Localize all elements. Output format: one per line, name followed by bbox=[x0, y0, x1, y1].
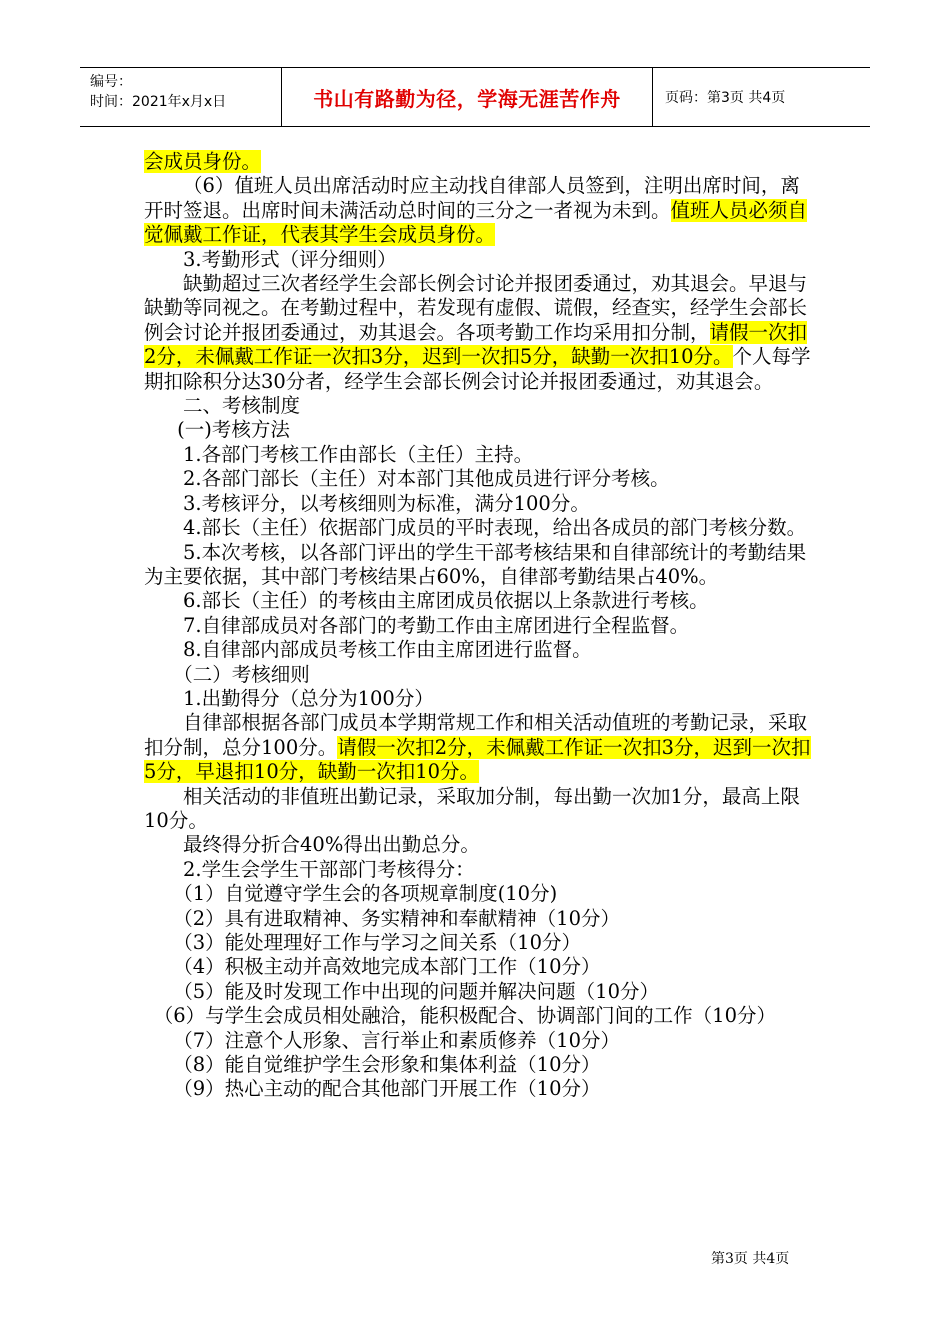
list-item: 2.学生会学生干部部门考核得分： bbox=[183, 857, 475, 881]
list-item: （9）热心主动的配合其他部门开展工作（10分） bbox=[173, 1077, 601, 1101]
list-item: 8.自律部内部成员考核工作由主席团进行监督。 bbox=[183, 638, 592, 662]
highlight: 请假一次扣2分，未佩戴工作证一次扣3分，迟到一次扣5分，缺勤一次扣10分。 bbox=[144, 320, 808, 369]
paragraph: 缺勤超过三次者经学生会部长例会讨论并报团委通过，劝其退会。早退与缺勤等同视之。在考勤过程中，若发现有虚假、谎假，经查实，经学生会部长例会讨论并报团委通过，劝其退会。各项考勤工作均采用扣分制，请假一次扣2分，未佩戴工作证一次扣3分，迟到一次扣5分，缺勤一次扣10分。个人每学期扣除积分达30分者，经学生会部长例会讨论并报团委通过，劝其退会。 bbox=[144, 272, 811, 393]
header-page-info: 页码：第3页 共4页 bbox=[665, 90, 786, 106]
list-item: （5）能及时发现工作中出现的问题并解决问题（10分） bbox=[173, 979, 659, 1003]
section-heading: 3.考勤形式（评分细则） bbox=[183, 247, 397, 271]
list-item: （3）能处理理好工作与学习之间关系（10分） bbox=[173, 931, 581, 954]
section-heading: 二、考核制度 bbox=[183, 394, 301, 418]
document-body bbox=[144, 150, 812, 1102]
highlight: 值班人员必须自觉佩戴工作证，代表其学生会成员身份。 bbox=[144, 198, 808, 247]
list-item: （1）自觉遵守学生会的各项规章制度(10分) bbox=[173, 882, 558, 906]
document-number: 编号： bbox=[90, 74, 132, 90]
list-item: 4.部长（主任）依据部门成员的平时表现，给出各成员的部门考核分数。 bbox=[183, 516, 807, 540]
page-header bbox=[80, 67, 870, 127]
list-item: 1.各部门考核工作由部长（主任）主持。 bbox=[183, 442, 534, 466]
list-item: 3.考核评分，以考核细则为标准，满分100分。 bbox=[183, 491, 590, 515]
list-item: （6）与学生会成员相处融洽，能积极配合、协调部门间的工作（10分） bbox=[153, 1004, 776, 1028]
list-item: （7）注意个人形象、言行举止和素质修养（10分） bbox=[173, 1028, 620, 1052]
list-item: （2）具有进取精神、务实精神和奉献精神（10分） bbox=[173, 906, 620, 930]
list-item: 5.本次考核，以各部门评出的学生干部考核结果和自律部统计的考勤结果为主要依据，其中部门考核结果占60%，自律部考勤结果占40%。 bbox=[144, 540, 807, 588]
list-item: 1.出勤得分（总分为100分） bbox=[183, 686, 434, 710]
section-heading: (一)考核方法 bbox=[177, 418, 290, 442]
highlight: 会成员身份。 bbox=[144, 150, 262, 173]
paragraph bbox=[144, 150, 812, 174]
section-heading: （二）考核细则 bbox=[173, 662, 310, 686]
list-item: 6.部长（主任）的考核由主席团成员依据以上条款进行考核。 bbox=[183, 589, 709, 613]
document-date: 时间：2021年x月x日 bbox=[90, 94, 227, 110]
list-item: （4）积极主动并高效地完成本部门工作（10分） bbox=[173, 955, 601, 979]
paragraph: 最终得分折合40%得出出勤总分。 bbox=[183, 833, 480, 857]
paragraph: 相关活动的非值班出勤记录，采取加分制，每出勤一次加1分，最高上限10分。 bbox=[144, 784, 800, 832]
list-item: （8）能自觉维护学生会形象和集体利益（10分） bbox=[173, 1053, 601, 1077]
page-footer: 第3页 共4页 bbox=[711, 1251, 790, 1267]
list-item: 7.自律部成员对各部门的考勤工作由主席团进行全程监督。 bbox=[183, 613, 690, 637]
paragraph: （6）值班人员出席活动时应主动找自律部人员签到，注明出席时间，离开时签退。出席时间未满活动总时间的三分之一者视为未到。值班人员必须自觉佩戴工作证，代表其学生会成员身份。 bbox=[144, 174, 808, 247]
highlight: 请假一次扣2分，未佩戴工作证一次扣3分，迟到一次扣5分，早退扣10分，缺勤一次扣10分。 bbox=[144, 735, 811, 784]
paragraph: 自律部根据各部门成员本学期常规工作和相关活动值班的考勤记录，采取扣分制，总分100分。请假一次扣2分，未佩戴工作证一次扣3分，迟到一次扣5分，早退扣10分，缺勤一次扣10分。 bbox=[144, 711, 811, 784]
header-motto bbox=[282, 68, 653, 126]
motto-text: 书山有路勤为径，学海无涯苦作舟 bbox=[313, 86, 621, 111]
header-meta bbox=[80, 68, 282, 126]
list-item: 2.各部门部长（主任）对本部门其他成员进行评分考核。 bbox=[183, 467, 670, 491]
